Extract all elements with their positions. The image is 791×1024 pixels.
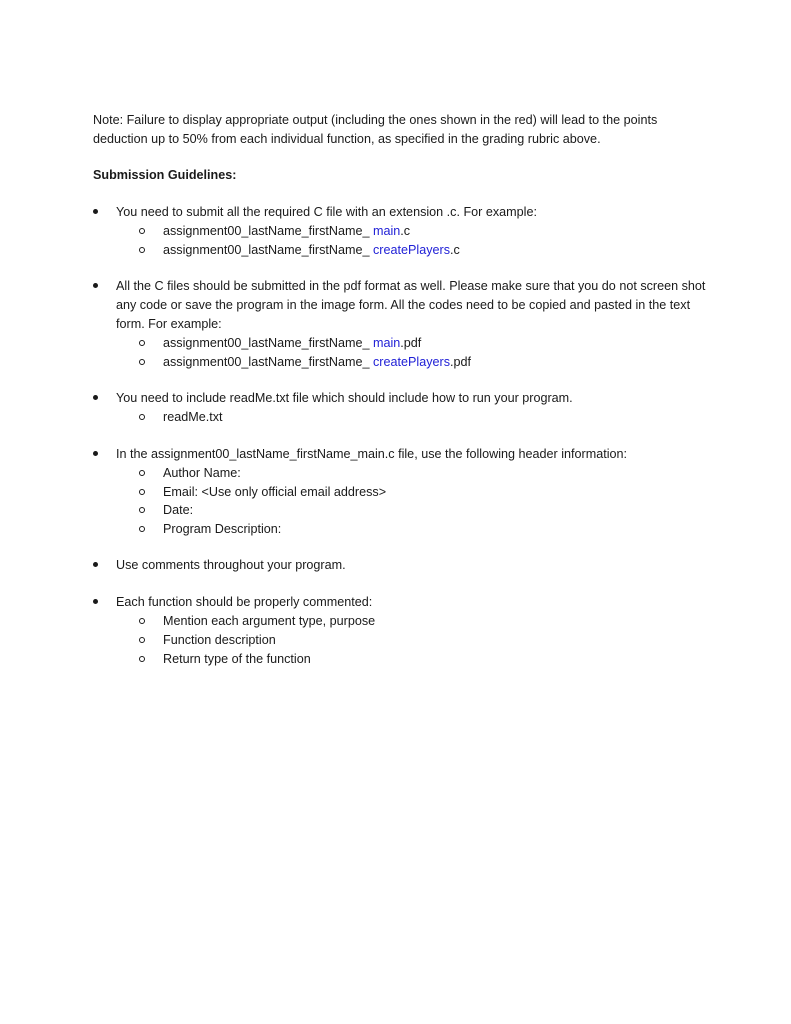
bullet-icon: [93, 451, 98, 456]
circle-bullet-icon: [139, 618, 145, 624]
sub-list: [116, 222, 713, 259]
guideline-item: [93, 203, 713, 259]
sub-list: [116, 464, 713, 538]
sub-item-text: Mention each argument type, purpose: [163, 614, 376, 629]
sub-item-text: readMe.txt: [163, 410, 223, 425]
guideline-text: All the C files should be submitted in the pdf format as well. Please make sure that you do not screen shot any code or save the program in the image form. All the codes need to be copied and pasted in the text form. For example:: [116, 279, 706, 332]
guidelines-list: [93, 203, 713, 668]
guideline-item: [93, 277, 713, 371]
filename-highlight: createPlayers: [373, 242, 450, 257]
sub-item: [116, 353, 713, 372]
circle-bullet-icon: [139, 340, 145, 346]
sub-item: [116, 631, 713, 650]
bullet-icon: [93, 599, 98, 604]
circle-bullet-icon: [139, 637, 145, 643]
grading-note: Note: Failure to display appropriate output (including the ones shown in the red) will lead to the points deduction up to 50% from each individual function, as specified in the grading rubric above.: [93, 113, 658, 146]
circle-bullet-icon: [139, 656, 145, 662]
filename-suffix: .pdf: [400, 336, 422, 351]
guideline-item: [93, 556, 713, 575]
sub-item: [116, 222, 713, 241]
sub-item: [116, 483, 713, 502]
guideline-item: [93, 593, 713, 668]
sub-item: [116, 501, 713, 520]
filename-suffix: .pdf: [450, 354, 472, 369]
filename-prefix: assignment00_lastName_firstName_: [163, 242, 373, 257]
sub-item: [116, 241, 713, 260]
sub-item-text: Program Description:: [163, 521, 282, 536]
sub-list: [116, 334, 713, 371]
circle-bullet-icon: [139, 526, 145, 532]
document-body: [93, 111, 713, 686]
circle-bullet-icon: [139, 489, 145, 495]
bullet-icon: [93, 209, 98, 214]
guideline-text: Each function should be properly commented:: [116, 595, 373, 610]
sub-list: [116, 408, 713, 427]
sub-item-text: Author Name:: [163, 465, 241, 480]
circle-bullet-icon: [139, 470, 145, 476]
bullet-icon: [93, 395, 98, 400]
circle-bullet-icon: [139, 359, 145, 365]
sub-item: [116, 612, 713, 631]
sub-item-text: Function description: [163, 632, 276, 647]
sub-item: [116, 520, 713, 539]
filename-highlight: createPlayers: [373, 354, 450, 369]
guideline-text: Use comments throughout your program.: [116, 558, 346, 573]
filename-prefix: assignment00_lastName_firstName_: [163, 224, 373, 238]
guideline-item: [93, 445, 713, 538]
bullet-icon: [93, 562, 98, 567]
circle-bullet-icon: [139, 507, 145, 513]
circle-bullet-icon: [139, 228, 145, 234]
sub-item: [116, 650, 713, 669]
sub-list: [116, 612, 713, 668]
guideline-text: You need to submit all the required C file with an extension .c. For example:: [116, 205, 537, 219]
guideline-text: You need to include readMe.txt file which should include how to run your program.: [116, 391, 573, 406]
bullet-icon: [93, 283, 98, 288]
sub-item-text: Date:: [163, 503, 194, 518]
guideline-text: In the assignment00_lastName_firstName_main.c file, use the following header information:: [116, 446, 628, 461]
filename-highlight: main: [373, 224, 401, 238]
section-heading: Submission Guidelines:: [93, 168, 237, 182]
sub-item-text: Email: <Use only official email address>: [163, 484, 387, 499]
filename-highlight: main: [373, 336, 401, 351]
sub-item: [116, 408, 713, 427]
circle-bullet-icon: [139, 247, 145, 253]
sub-item: [116, 334, 713, 353]
circle-bullet-icon: [139, 414, 145, 420]
filename-suffix: .c: [400, 224, 411, 238]
guideline-item: [93, 389, 713, 427]
filename-suffix: .c: [450, 242, 460, 257]
filename-prefix: assignment00_lastName_firstName_: [163, 336, 373, 351]
sub-item: [116, 464, 713, 483]
sub-item-text: Return type of the function: [163, 651, 311, 666]
filename-prefix: assignment00_lastName_firstName_: [163, 354, 373, 369]
